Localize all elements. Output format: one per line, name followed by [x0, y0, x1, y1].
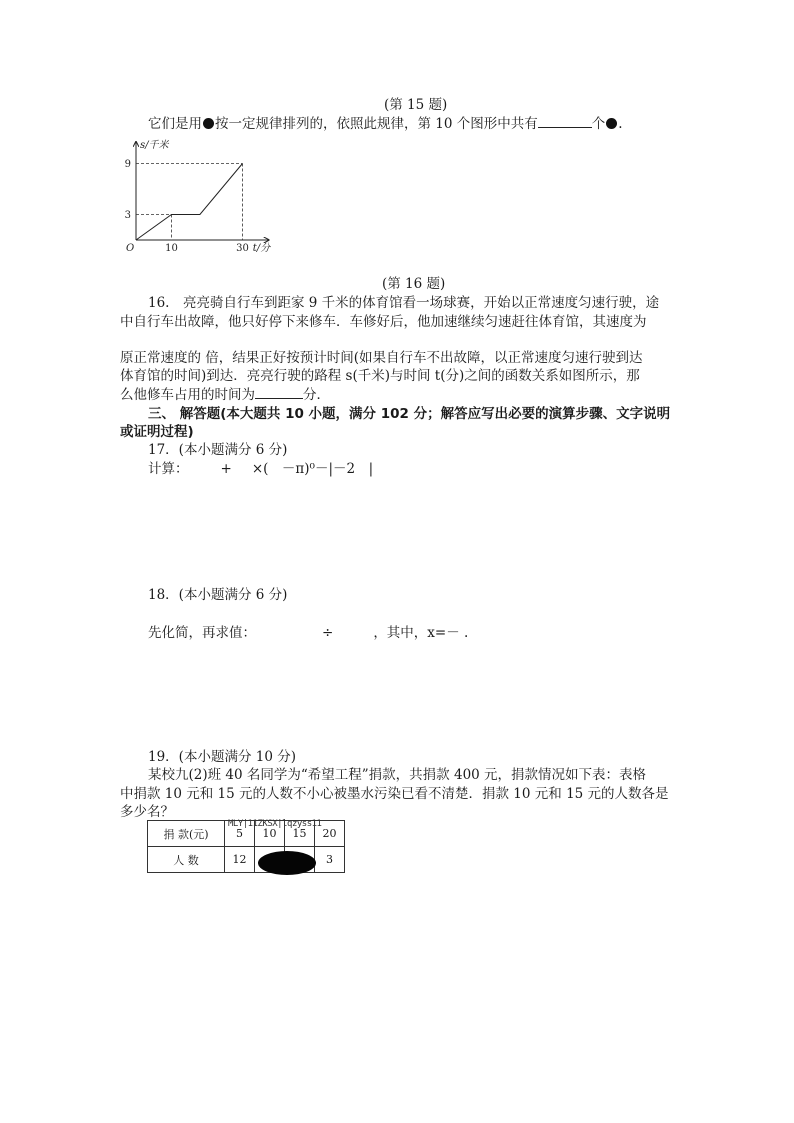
q18-head: 18．(本小题满分 6 分): [148, 587, 288, 603]
x-axis-label: t/分: [252, 243, 271, 253]
table-watermark: MLY|11ZKSX|lqzyss11: [228, 819, 322, 829]
q19-line2: 中捐款 10 元和 15 元的人数不小心被墨水污染已看不清楚．捐款 10 元和 15 元的人数各是: [120, 786, 669, 802]
q19-line3: 多少名？: [120, 804, 174, 820]
x-tick-label: 30: [236, 243, 249, 253]
table-cell: 5: [225, 821, 255, 847]
distance-time-chart: [118, 138, 278, 253]
q17-head: 17．(本小题满分 6 分): [148, 442, 288, 458]
q19-head: 19．(本小题满分 10 分): [148, 749, 296, 765]
q18-text-b: ，其中，x=－ .: [373, 625, 469, 641]
ink-stain: [258, 851, 316, 875]
y-tick-label: 3: [124, 210, 131, 221]
q16-line2: 中自行车出故障，他只好停下来修车．车修好后，他加速继续匀速赶往体育馆，其速度为: [120, 314, 647, 330]
table-cell: 12: [225, 847, 255, 873]
y-tick-label: 9: [124, 159, 131, 170]
q17-calc-plus: +: [220, 461, 232, 477]
black-dot-icon: [606, 118, 617, 129]
q16-answer-blank[interactable]: [255, 386, 303, 399]
q16-line5b: 分．: [303, 387, 330, 403]
section3-line2: 或证明过程): [120, 424, 194, 440]
q16-line4: 体育馆的时间)到达．亮亮行驶的路程 s(千米)与时间 t(分)之间的函数关系如图所示，那: [120, 368, 640, 384]
table-cell: 20: [315, 821, 345, 847]
q15-text: [148, 115, 623, 133]
q18-text: [148, 624, 468, 642]
q16-caption: (第 16 题): [382, 276, 446, 292]
q16-line1: 16. 亮亮骑自行车到距家 9 千米的体育馆看一场球赛，开始以正常速度匀速行驶，途: [148, 295, 660, 311]
q17-calc-label: 计算：: [148, 461, 189, 477]
q15-text-b: 按一定规律排列的，依照此规律，第 10 个图形中共有: [215, 116, 538, 132]
q15-caption: (第 15 题): [384, 97, 448, 113]
q15-text-c: 个: [591, 116, 606, 132]
q16-line5a: 么他修车占用的时间为: [120, 387, 255, 403]
q18-divide: ÷: [322, 625, 334, 641]
q19-line1: 某校九(2)班 40 名同学为“希望工程”捐款，共捐款 400 元，捐款情况如下表：表格: [148, 767, 647, 783]
series-line: [136, 164, 243, 241]
q17-calc-expr: ×( －π)⁰－|－2 |: [251, 461, 374, 477]
table-cell: 3: [315, 847, 345, 873]
y-axis-label: s/千米: [140, 140, 169, 151]
q16-line3: 原正常速度的 倍，结果正好按预计时间(如果自行车不出故障，以正常速度匀速行驶到达: [120, 350, 643, 366]
q16-line5: [120, 386, 330, 404]
q15-text-d: .: [618, 116, 623, 132]
x-tick-label: 10: [165, 243, 178, 253]
table-header-cell: 人 数: [148, 847, 225, 873]
black-dot-icon: [203, 118, 214, 129]
q15-answer-blank[interactable]: [538, 115, 592, 128]
origin-label: O: [126, 243, 135, 253]
q18-text-a: 先化简，再求值：: [148, 625, 256, 641]
q15-text-a: 它们是用: [148, 116, 202, 132]
q17-calc: [148, 460, 373, 478]
table-cell: 10: [255, 821, 285, 847]
table-cell: 15: [285, 821, 315, 847]
section3-line1: 三、 解答题(本大题共 10 小题，满分 102 分；解答应写出必要的演算步骤、文字说明: [148, 406, 671, 422]
table-header-cell: 捐 款(元): [148, 821, 225, 847]
